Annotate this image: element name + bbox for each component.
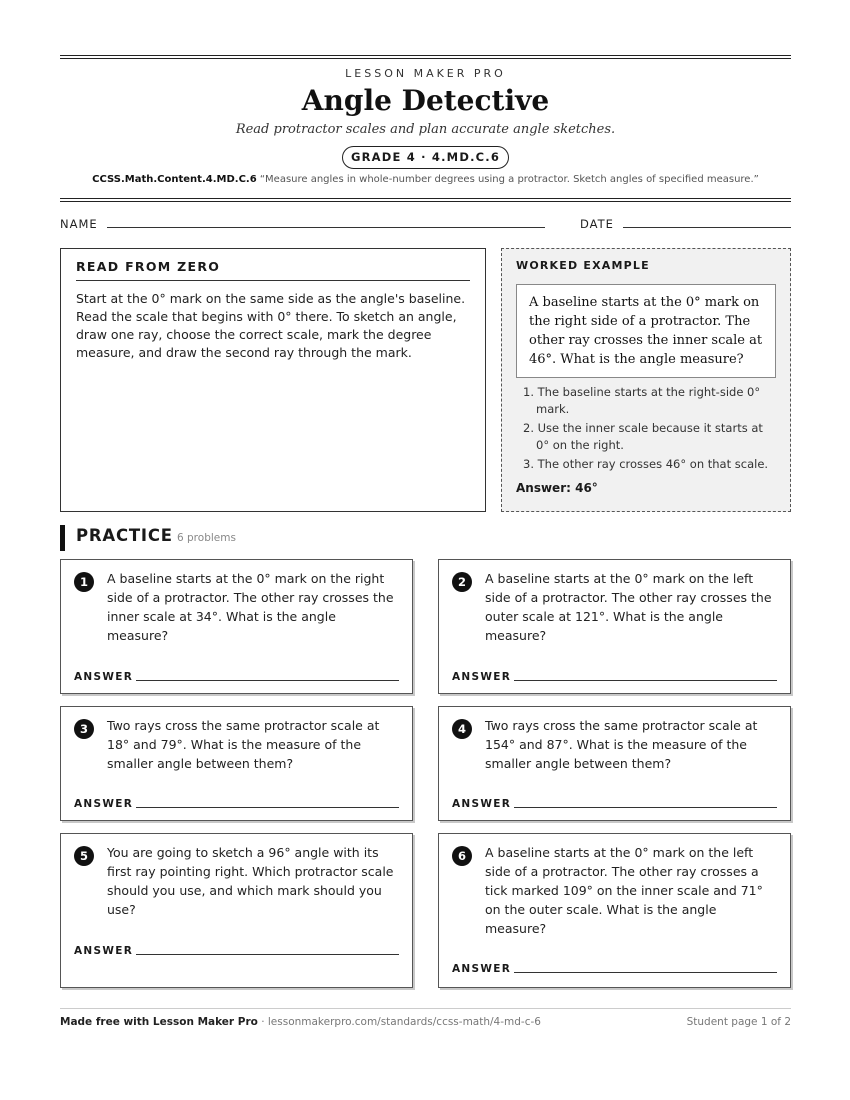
worked-example-answer: Answer: 46° (516, 481, 598, 495)
problem-number: 1 (74, 572, 94, 592)
footer-credit (60, 1016, 541, 1028)
answer-label: ANSWER (74, 671, 134, 683)
worked-example-heading: WORKED EXAMPLE (516, 259, 650, 272)
footer-page-number: Student page 1 of 2 (686, 1016, 791, 1028)
problem-text: Two rays cross the same protractor scale at 18° and 79°. What is the measure of the smaller angle between them? (107, 718, 380, 771)
worked-example-question: A baseline starts at the 0° mark on the right side of a protractor. The other ray crosses the inner scale at 46°. What is the angle measure? (516, 284, 776, 378)
standard-text: “Measure angles in whole-number degrees using a protractor. Sketch angles of specified measure.” (259, 174, 759, 185)
problem-card-4 (438, 706, 791, 821)
date-field[interactable] (623, 227, 791, 228)
top-double-rule (60, 55, 791, 59)
answer-field-2[interactable] (514, 680, 777, 681)
standard-code: CCSS.Math.Content.4.MD.C.6 (92, 174, 257, 185)
footer-made-with: Made free with Lesson Maker Pro (60, 1016, 258, 1028)
answer-label: ANSWER (74, 945, 134, 957)
problem-number: 5 (74, 846, 94, 866)
practice-accent-bar (60, 525, 65, 551)
footer-separator: · (257, 1016, 268, 1028)
date-label: DATE (580, 217, 614, 231)
problem-text: You are going to sketch a 96° angle with its first ray pointing right. Which protractor scale should you use, and which mark should you use? (107, 845, 394, 917)
worked-example-step: 1. The baseline starts at the right-side 0° mark. (523, 385, 761, 416)
header-bottom-rule (60, 198, 791, 202)
problem-text: Two rays cross the same protractor scale at 154° and 87°. What is the measure of the smaller angle between them? (485, 718, 758, 771)
read-from-zero-heading: READ FROM ZERO (76, 259, 470, 281)
answer-field-3[interactable] (136, 807, 399, 808)
standard-line (60, 174, 791, 185)
page-subtitle: Read protractor scales and plan accurate angle sketches. (235, 122, 616, 137)
problem-number: 6 (452, 846, 472, 866)
answer-field-1[interactable] (136, 680, 399, 681)
problem-card-5 (60, 833, 413, 988)
problem-text: A baseline starts at the 0° mark on the left side of a protractor. The other ray crosses the outer scale at 121°. What is the angle measure? (485, 571, 772, 643)
page-title: Angle Detective (301, 84, 550, 117)
problem-number: 2 (452, 572, 472, 592)
name-field[interactable] (107, 227, 545, 228)
answer-label: ANSWER (452, 798, 512, 810)
footer-divider (60, 1008, 791, 1009)
practice-count: 6 problems (177, 532, 236, 544)
answer-field-5[interactable] (136, 954, 399, 955)
practice-heading: PRACTICE (76, 526, 173, 545)
worked-example-step: 3. The other ray crosses 46° on that scale. (523, 457, 769, 471)
answer-field-4[interactable] (514, 807, 777, 808)
worked-example-steps (516, 384, 776, 473)
grade-badge: GRADE 4 · 4.MD.C.6 (342, 146, 509, 169)
footer-url-link[interactable]: lessonmakerpro.com/standards/ccss-math/4-md-c-6 (267, 1016, 541, 1028)
worked-example-step: 2. Use the inner scale because it starts at 0° on the right. (523, 421, 763, 452)
answer-label: ANSWER (452, 963, 512, 975)
problem-card-6 (438, 833, 791, 988)
problem-text: A baseline starts at the 0° mark on the left side of a protractor. The other ray crosses a tick marked 109° on the inner scale and 71° on the outer scale. What is the angle measure? (485, 845, 763, 936)
worked-example-box (501, 248, 791, 512)
brand-name: LESSON MAKER PRO (345, 67, 506, 80)
read-from-zero-body: Start at the 0° mark on the same side as the angle's baseline. Read the scale that begins with 0° there. To sketch an angle, draw one ray, choose the correct scale, mark the degree measure, and draw the second ray through the mark. (76, 291, 466, 360)
problem-card-1 (60, 559, 413, 694)
problem-card-2 (438, 559, 791, 694)
name-label: NAME (60, 217, 98, 231)
answer-label: ANSWER (452, 671, 512, 683)
read-from-zero-box (60, 248, 486, 512)
problem-card-3 (60, 706, 413, 821)
problem-text: A baseline starts at the 0° mark on the right side of a protractor. The other ray crosses the inner scale at 34°. What is the angle measure? (107, 571, 394, 643)
problem-number: 4 (452, 719, 472, 739)
problem-number: 3 (74, 719, 94, 739)
worksheet-page (60, 0, 791, 1100)
answer-label: ANSWER (74, 798, 134, 810)
answer-field-6[interactable] (514, 972, 777, 973)
